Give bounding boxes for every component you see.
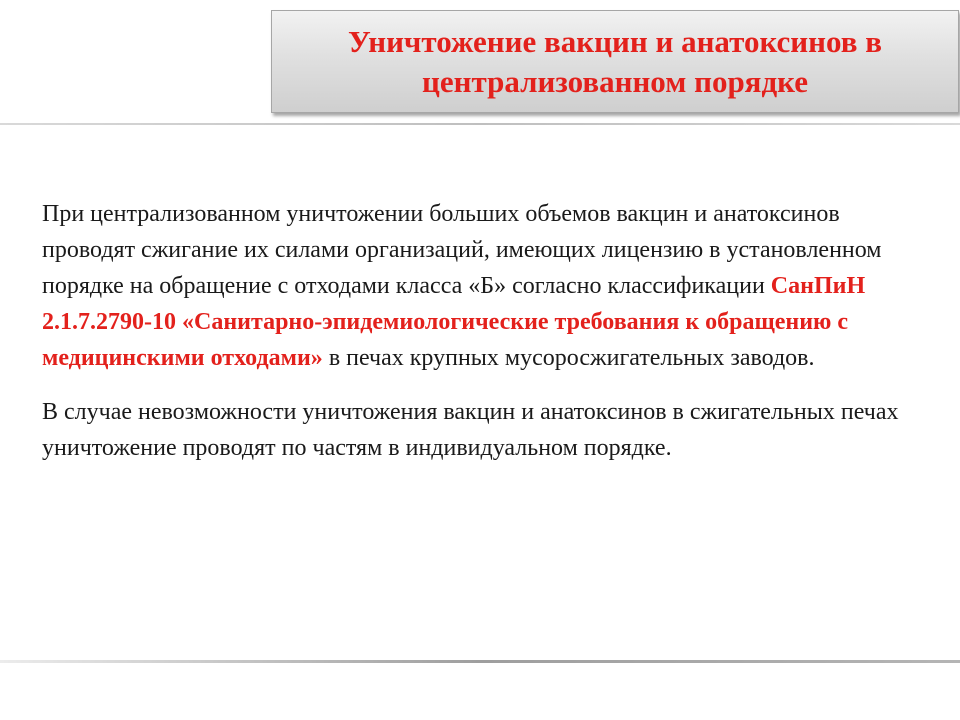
title-box [271,10,959,113]
sanpin-reference: СанПиН 2.1.7.2790-10 «Санитарно-эпидемиологические требования к обращению с медицинскими отходами» [42,273,866,371]
paragraph-individual-destruction: В случае невозможности уничтожения вакцин и анатоксинов в сжигательных печах уничтожение проводят по частям в индивидуальном порядке. [42,399,899,461]
bottom-divider [0,660,960,663]
paragraph1-text-before: При централизованном уничтожении больших объемов вакцин и анатоксинов проводят сжигание их силами организаций, имеющих лицензию в установленном порядке на обращение с отходами класса «Б» согласно классификации [42,201,882,299]
slide-title: Уничтожение вакцин и анатоксинов в централизованном порядке [348,23,882,99]
slide-body [42,196,912,466]
paragraph1-text-after: в печах крупных мусоросжигательных заводов. [322,345,815,371]
paragraph-centralized-destruction [42,196,912,376]
top-divider [0,123,960,125]
